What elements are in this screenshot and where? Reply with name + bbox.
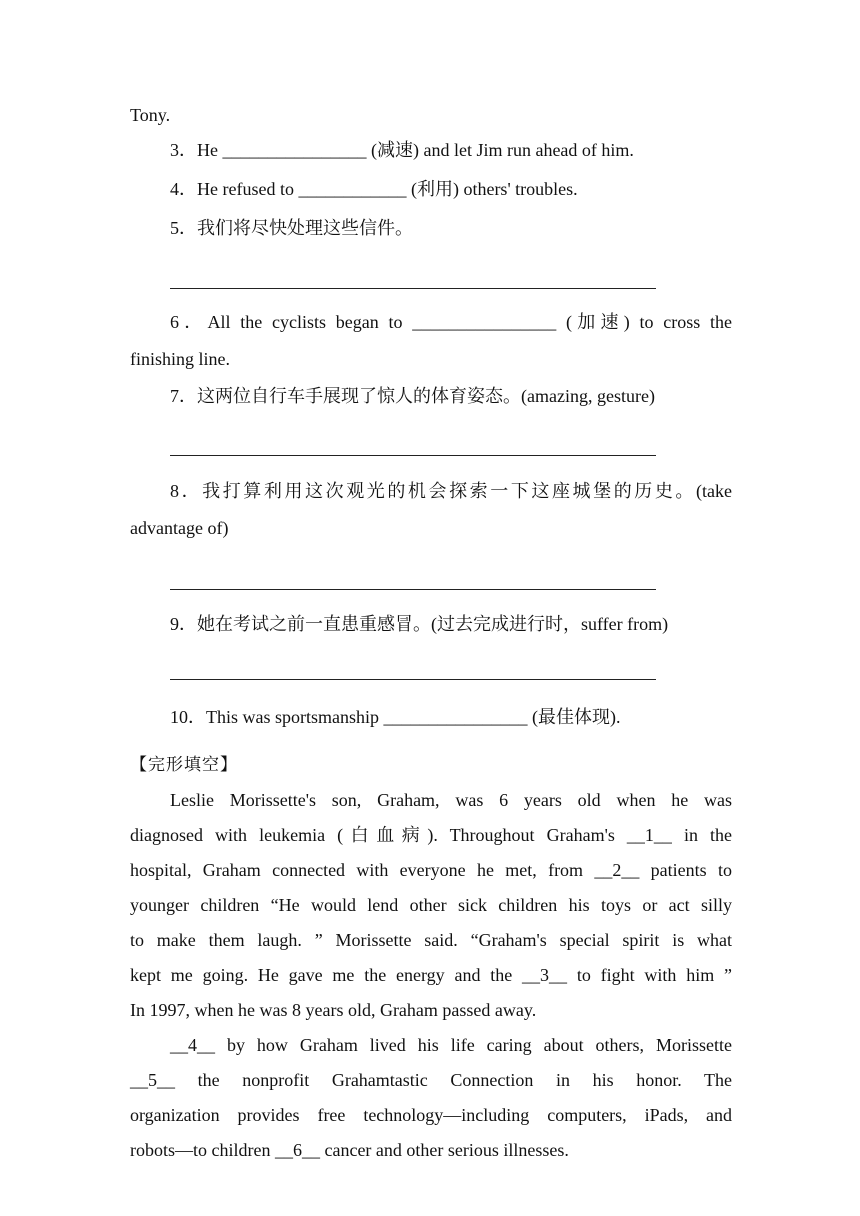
cloze-p1-line: kept me going. He gave me the energy and the __3__ to fight with him ” bbox=[130, 965, 732, 985]
cloze-p1-last-line: In 1997, when he was 8 years old, Graham passed away. bbox=[130, 1000, 537, 1020]
cloze-p1-line: diagnosed with leukemia (白血病). Throughout Graham's __1__ in the bbox=[130, 825, 732, 845]
exercise-10: 10．This was sportsmanship ________________ (最佳体现). bbox=[170, 707, 621, 727]
cloze-paragraph-2 bbox=[130, 1028, 732, 1168]
worksheet-page bbox=[130, 98, 732, 1168]
cloze-p2-line: __4__ by how Graham lived his life caring about others, Morissette bbox=[170, 1035, 732, 1055]
exercise-4: 4．He refused to ____________ (利用) others' troubles. bbox=[170, 179, 578, 199]
cloze-p1-line: to make them laugh. ” Morissette said. “Graham's special spirit is what bbox=[130, 930, 732, 950]
exercise-line-tony: Tony. bbox=[130, 105, 171, 125]
cloze-p2-line: organization provides free technology—including computers, iPads, and bbox=[130, 1105, 732, 1125]
cloze-paragraph-1 bbox=[130, 783, 732, 1028]
exercise-8-line-2: advantage of) bbox=[130, 518, 229, 538]
cloze-p1-line: Leslie Morissette's son, Graham, was 6 years old when he was bbox=[170, 790, 732, 810]
exercise-7: 7．这两位自行车手展现了惊人的体育姿态。(amazing, gesture) bbox=[170, 386, 655, 406]
cloze-heading: 【完形填空】 bbox=[130, 755, 238, 775]
cloze-p1-line: hospital, Graham connected with everyone he met, from __2__ patients to bbox=[130, 860, 732, 880]
exercise-9: 9．她在考试之前一直患重感冒。(过去完成进行时，suffer from) bbox=[170, 614, 669, 634]
exercise-6-line-2: finishing line. bbox=[130, 349, 230, 369]
exercise-3: 3．He ________________ (减速) and let Jim run ahead of him. bbox=[170, 140, 634, 160]
exercise-8-line-1: 8．我打算利用这次观光的机会探索一下这座城堡的历史。(take bbox=[170, 481, 732, 501]
exercise-5: 5．我们将尽快处理这些信件。 bbox=[170, 218, 413, 238]
cloze-p1-line: younger children “He would lend other sick children his toys or act silly bbox=[130, 895, 732, 915]
cloze-p2-line: __5__ the nonprofit Grahamtastic Connection in his honor. The bbox=[130, 1070, 732, 1090]
cloze-p2-last-line: robots—to children __6__ cancer and other serious illnesses. bbox=[130, 1140, 569, 1160]
exercise-6-line-1: 6．All the cyclists began to ________________ (加速) to cross the bbox=[170, 312, 732, 332]
